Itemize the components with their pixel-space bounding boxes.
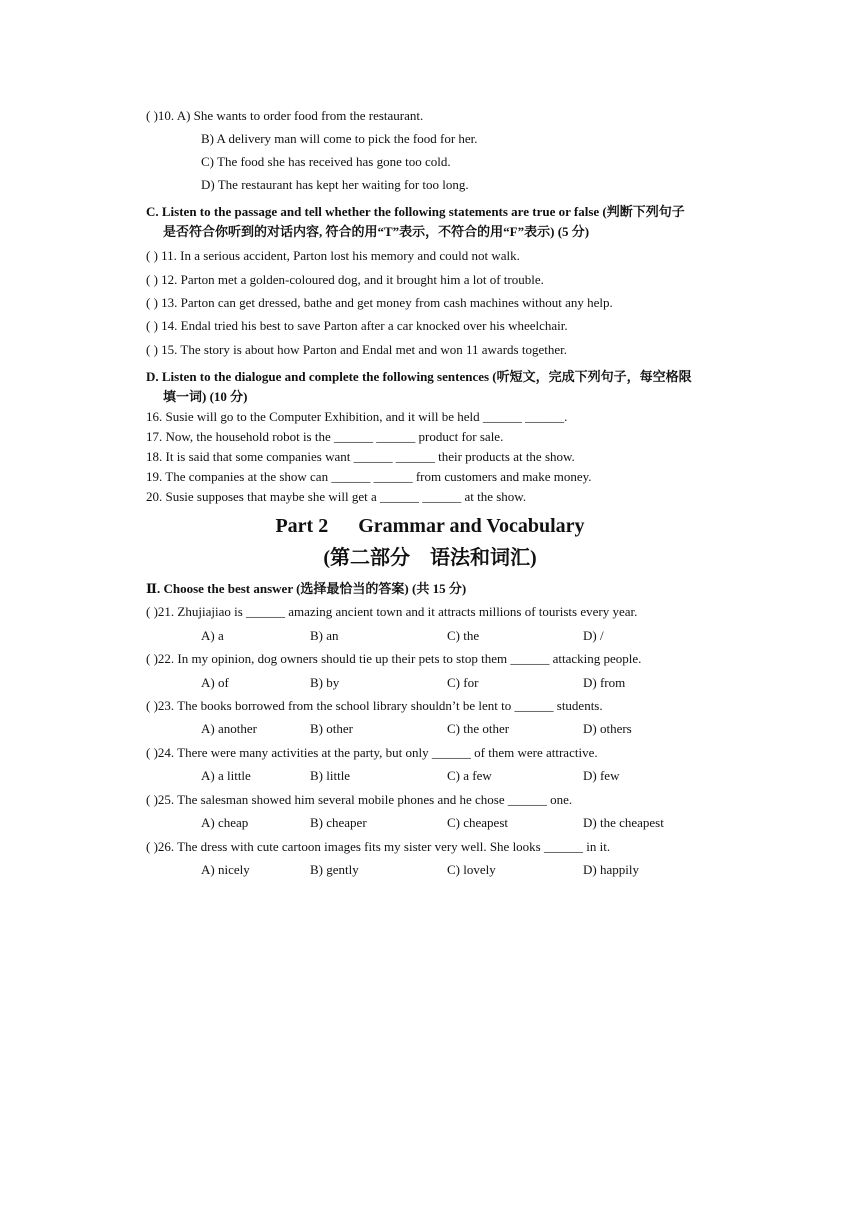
q23-option-d: D) others (583, 721, 632, 736)
q25-option-b: B) cheaper (310, 815, 367, 830)
q22-option-d: D) from (583, 675, 626, 690)
q12: ( ) 12. Parton met a golden-coloured dog, and it brought him a lot of trouble. (146, 272, 544, 287)
q21-stem: ( )21. Zhujiajiao is ______ amazing ancient town and it attracts millions of tourists every year. (146, 604, 638, 619)
q23-option-b: B) other (310, 721, 353, 736)
q22-option-b: B) by (310, 675, 340, 690)
q10-option-c: C) The food she has received has gone too cold. (201, 154, 451, 169)
section-d-heading-cont: 填一词) (10 分) (163, 389, 248, 404)
q19: 19. The companies at the show can ______ ______ from customers and make money. (146, 469, 592, 484)
part2-title: Part 2 Grammar and Vocabulary (275, 515, 585, 537)
q26-option-b: B) gently (310, 862, 359, 877)
q21-option-a: A) a (201, 628, 224, 643)
q18: 18. It is said that some companies want ______ ______ their products at the show. (146, 449, 575, 464)
q24-option-b: B) little (310, 768, 351, 783)
q25-option-c: C) cheapest (447, 815, 509, 830)
q26-stem: ( )26. The dress with cute cartoon images fits my sister very well. She looks ______ in it. (146, 839, 611, 854)
q10-option-d: D) The restaurant has kept her waiting for too long. (201, 177, 469, 192)
q22-option-c: C) for (447, 675, 479, 690)
q24-option-a: A) a little (201, 768, 251, 783)
q14: ( ) 14. Endal tried his best to save Parton after a car knocked over his wheelchair. (146, 318, 568, 333)
q16: 16. Susie will go to the Computer Exhibition, and it will be held ______ ______. (146, 409, 568, 424)
q17: 17. Now, the household robot is the ______ ______ product for sale. (146, 429, 504, 444)
q22-stem: ( )22. In my opinion, dog owners should tie up their pets to stop them ______ attacking people. (146, 651, 642, 666)
q25-option-a: A) cheap (201, 815, 249, 830)
q10-stem: ( )10. A) She wants to order food from the restaurant. (146, 108, 424, 123)
q26-option-d: D) happily (583, 862, 639, 877)
q23-option-c: C) the other (447, 721, 510, 736)
q25-stem: ( )25. The salesman showed him several mobile phones and he chose ______ one. (146, 792, 573, 807)
q23-option-a: A) another (201, 721, 257, 736)
q24-option-c: C) a few (447, 768, 492, 783)
q21-option-c: C) the (447, 628, 480, 643)
q20: 20. Susie supposes that maybe she will get a ______ ______ at the show. (146, 489, 527, 504)
q24-stem: ( )24. There were many activities at the party, but only ______ of them were attractive. (146, 745, 598, 760)
q23-stem: ( )23. The books borrowed from the school library shouldn’t be lent to ______ students. (146, 698, 603, 713)
q24-option-d: D) few (583, 768, 620, 783)
q10-option-b: B) A delivery man will come to pick the food for her. (201, 131, 478, 146)
section-c-heading: C. Listen to the passage and tell whether the following statements are true or false (判断下列句子 (146, 204, 685, 219)
q21-option-d: D) / (583, 628, 604, 643)
q21-option-b: B) an (310, 628, 339, 643)
q22-option-a: A) of (201, 675, 229, 690)
q13: ( ) 13. Parton can get dressed, bathe and get money from cash machines without any help. (146, 295, 613, 310)
section-c-heading-cont: 是否符合你听到的对话内容, 符合的用“T”表示，不符合的用“F”表示) (5 分) (163, 224, 590, 239)
part2-title-cn: (第二部分 语法和词汇) (323, 547, 537, 569)
q11: ( ) 11. In a serious accident, Parton lost his memory and could not walk. (146, 248, 520, 263)
q25-option-d: D) the cheapest (583, 815, 664, 830)
q15: ( ) 15. The story is about how Parton and Endal met and won 11 awards together. (146, 342, 567, 357)
q26-option-c: C) lovely (447, 862, 496, 877)
q26-option-a: A) nicely (201, 862, 250, 877)
section-d-heading: D. Listen to the dialogue and complete the following sentences (听短文，完成下列句子，每空格限 (146, 369, 692, 384)
section-ii-heading: Ⅱ. Choose the best answer (选择最恰当的答案) (共 15 分) (146, 581, 467, 596)
